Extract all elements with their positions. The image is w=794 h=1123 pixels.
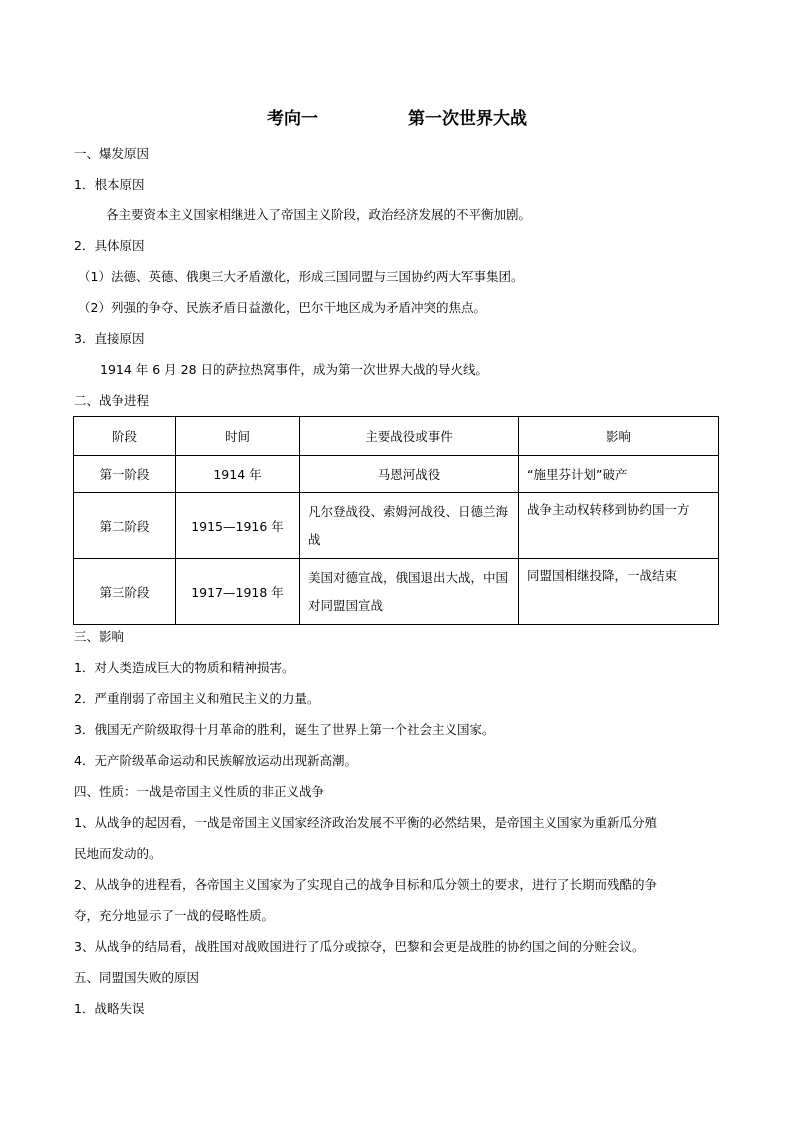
table-cell: 第一阶段 (74, 456, 176, 493)
table-cell: 同盟国相继投降，一战结束 (519, 559, 719, 625)
paragraph-root-cause: 各主要资本主义国家相继进入了帝国主义阶段，政治经济发展的不平衡加剧。 (106, 207, 532, 222)
paragraph-nature-1-cont: 民地而发动的。 (74, 846, 162, 861)
section-heading-defeat: 五、同盟国失败的原因 (74, 970, 200, 985)
list-item: 3．俄国无产阶级取得十月革命的胜利，诞生了世界上第一个社会主义国家。 (74, 722, 495, 737)
table-header-cell: 影响 (519, 417, 719, 456)
paragraph-nature-2: 2、从战争的进程看，各帝国主义国家为了实现自己的战争目标和瓜分领土的要求，进行了长期而残酷的争 (74, 877, 657, 892)
table-cell: 美国对德宣战，俄国退出大战，中国对同盟国宣战 (300, 559, 519, 625)
paragraph-specific-cause-2: （2）列强的争夺、民族矛盾日益激化，巴尔干地区成为矛盾冲突的焦点。 (78, 300, 486, 315)
table-header-cell: 阶段 (74, 417, 176, 456)
table-header-cell: 主要战役或事件 (300, 417, 519, 456)
subheading-root-cause: 1．根本原因 (74, 177, 145, 192)
table-cell: 战争主动权转移到协约国一方 (519, 493, 719, 559)
title-topic-label: 考向一 (267, 109, 318, 129)
title-topic-name: 第一次世界大战 (408, 109, 527, 129)
list-item: 2．严重削弱了帝国主义和殖民主义的力量。 (74, 691, 320, 706)
table-header-cell: 时间 (176, 417, 300, 456)
list-item: 4．无产阶级革命运动和民族解放运动出现新高潮。 (74, 753, 357, 768)
section-heading-impact: 三、影响 (74, 629, 125, 644)
paragraph-nature-2-cont: 夺，充分地显示了一战的侵略性质。 (74, 908, 275, 923)
table-cell: 第二阶段 (74, 493, 176, 559)
table-cell: 凡尔登战役、索姆河战役、日德兰海战 (300, 493, 519, 559)
table-row (74, 559, 719, 625)
table-row (74, 493, 719, 559)
table-cell: 1917—1918 年 (176, 559, 300, 625)
page-title (0, 104, 794, 129)
table-header-row (74, 417, 719, 456)
table-row (74, 456, 719, 493)
table-cell: 1914 年 (176, 456, 300, 493)
section-heading-process: 二、战争进程 (74, 393, 150, 408)
subheading-strategic-error: 1．战略失误 (74, 1001, 145, 1016)
subheading-direct-cause: 3．直接原因 (74, 331, 145, 346)
paragraph-nature-1: 1、从战争的起因看，一战是帝国主义国家经济政治发展不平衡的必然结果，是帝国主义国家为重新瓜分殖 (74, 815, 657, 830)
war-process-table (73, 416, 719, 625)
table-cell: 第三阶段 (74, 559, 176, 625)
table-cell: 1915—1916 年 (176, 493, 300, 559)
paragraph-nature-3: 3、从战争的结局看，战胜国对战败国进行了瓜分或掠夺，巴黎和会更是战胜的协约国之间的分赃会议。 (74, 939, 645, 954)
section-heading-causes: 一、爆发原因 (74, 146, 150, 161)
list-item: 1．对人类造成巨大的物质和精神损害。 (74, 660, 295, 675)
table-cell: “施里芬计划”破产 (519, 456, 719, 493)
table-cell: 马恩河战役 (300, 456, 519, 493)
section-heading-nature: 四、性质：一战是帝国主义性质的非正义战争 (74, 784, 325, 799)
paragraph-specific-cause-1: （1）法德、英德、俄奥三大矛盾激化，形成三国同盟与三国协约两大军事集团。 (78, 269, 524, 284)
subheading-specific-cause: 2．具体原因 (74, 238, 145, 253)
paragraph-direct-cause: 1914 年 6 月 28 日的萨拉热窝事件，成为第一次世界大战的导火线。 (100, 362, 489, 377)
